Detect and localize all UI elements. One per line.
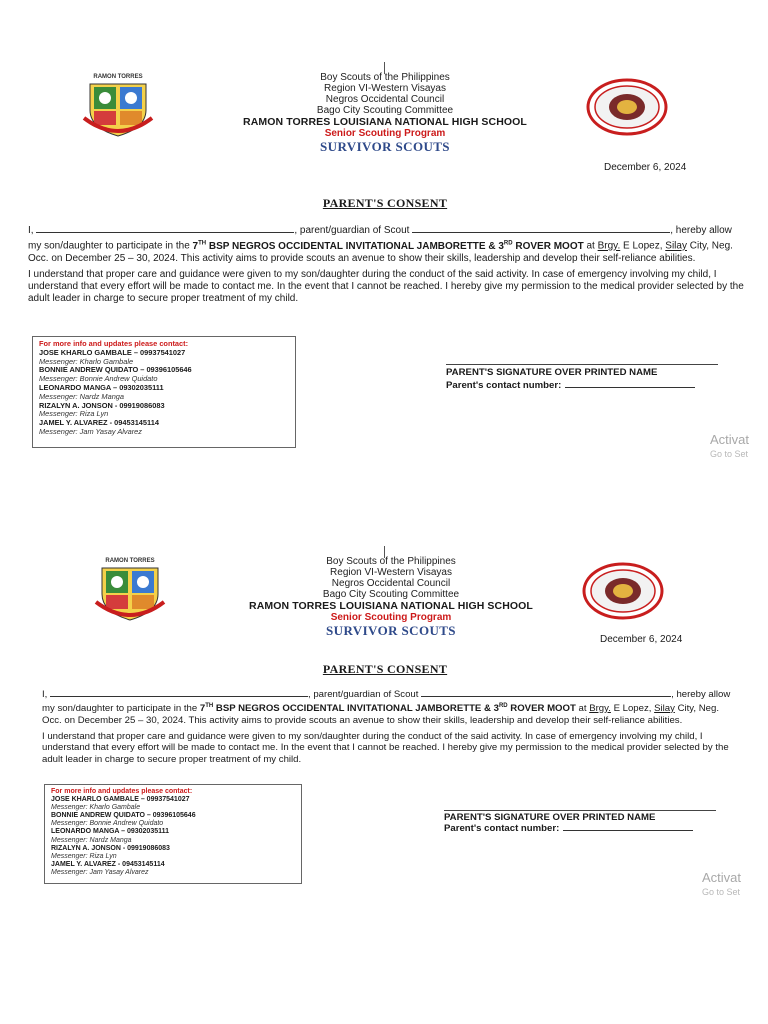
- contact-messenger: Messenger: Jam Yasay Alvarez: [39, 426, 142, 436]
- unit-name: SURVIVOR SCOUTS: [326, 623, 456, 638]
- letterhead: [200, 72, 570, 154]
- parent-contact-field: Parent's contact number:: [446, 379, 695, 391]
- contact-info-box: [32, 336, 296, 448]
- header-line: Region VI-Western Visayas: [324, 83, 446, 94]
- consent-paragraph: I, , parent/guardian of Scout , hereby allow my son/daughter to participate in the 7TH BSP NEGROS OCCIDENTAL INVITATIONAL JAMBORETTE & 3RD ROVER MOOT at Brgy. E Lopez, Silay City, Neg. Occ. on December 25 – 30, 2024. This activity aims to provide scouts an avenue to show their skills, leadership and develop their self-reliance abilities.: [42, 689, 731, 726]
- signature-label: PARENT'S SIGNATURE OVER PRINTED NAME: [444, 812, 656, 823]
- school-name: RAMON TORRES LOUISIANA NATIONAL HIGH SCHOOL: [243, 116, 527, 128]
- contact-name: JOSE KHARLO GAMBALE – 09937541027: [51, 796, 190, 804]
- contact-name: BONNIE ANDREW QUIDATO – 09396105646: [51, 812, 196, 820]
- header-line: Boy Scouts of the Philippines: [320, 72, 450, 83]
- consent-form-bottom: [0, 542, 768, 1022]
- svg-text:RAMON TORRES: RAMON TORRES: [93, 74, 143, 80]
- council-seal: [582, 562, 664, 620]
- consent-paragraph: I, , parent/guardian of Scout , hereby allow my son/daughter to participate in the 7TH BSP NEGROS OCCIDENTAL INVITATIONAL JAMBORETTE & 3RD ROVER MOOT at Brgy. E Lopez, Silay City, Neg. Occ. on December 25 – 30, 2024. This activity aims to provide scouts an avenue to show their skills, leadership and develop their self-reliance abilities.: [28, 225, 733, 264]
- document-date: December 6, 2024: [600, 634, 683, 645]
- form-title: PARENT'S CONSENT: [322, 196, 448, 210]
- activation-watermark: Activat Go to Set: [710, 432, 750, 459]
- header-line: Negros Occidental Council: [325, 94, 445, 105]
- signature-line: [446, 364, 718, 365]
- contact-messenger: Messenger: Bonnie Andrew Quidato: [39, 374, 158, 384]
- header-line: Region VI-Western Visayas: [330, 567, 452, 578]
- program-name: Senior Scouting Program: [324, 128, 446, 139]
- contact-messenger: Messenger: Jam Yasay Alvarez: [51, 868, 149, 876]
- document-date: December 6, 2024: [604, 162, 687, 173]
- activation-watermark: Activat Go to Set: [702, 870, 742, 897]
- parent-name-blank: [50, 688, 308, 697]
- letterhead: [206, 556, 576, 638]
- contact-messenger: Messenger: Bonnie Andrew Quidato: [51, 820, 164, 828]
- program-name: Senior Scouting Program: [330, 612, 452, 623]
- header-line: Bago City Scouting Committee: [322, 589, 460, 600]
- scout-name-blank: [421, 688, 671, 697]
- header-line: Boy Scouts of the Philippines: [326, 556, 456, 567]
- form-title: PARENT'S CONSENT: [322, 662, 448, 676]
- contact-name: LEONARDO MANGA – 09302035111: [39, 382, 164, 392]
- contact-messenger: Messenger: Riza Lyn: [51, 852, 117, 860]
- contact-name: LEONARDO MANGA – 09302035111: [51, 828, 170, 836]
- contact-header: For more info and updates please contact:: [51, 788, 193, 795]
- consent-form-top: [0, 58, 768, 538]
- contact-name: JAMEL Y. ALVAREZ - 09453145114: [51, 860, 165, 868]
- council-seal: [586, 78, 668, 136]
- consent-paragraph: I understand that proper care and guidance were given to my son/daughter during the conduct of the said activity. In case of emergency involving my child, I understand that every effort will be made to contact me. In the event that I cannot be reached. I hereby give my permission to the medical provider selected by the adult leader in charge to secure proper treatment of my child.: [28, 268, 744, 305]
- consent-body: [42, 688, 736, 770]
- contact-name: JOSE KHARLO GAMBALE – 09937541027: [39, 347, 186, 357]
- contact-header: For more info and updates please contact:: [39, 339, 189, 348]
- contact-messenger: Messenger: Riza Lyn: [39, 409, 109, 419]
- contact-name: BONNIE ANDREW QUIDATO – 09396105646: [39, 365, 192, 375]
- header-line: Bago City Scouting Committee: [316, 105, 454, 116]
- signature-line: [444, 810, 716, 811]
- school-logo: [80, 70, 156, 140]
- contact-number-blank: [565, 379, 695, 388]
- parent-name-blank: [36, 224, 294, 233]
- parent-contact-field: Parent's contact number:: [444, 822, 693, 834]
- unit-name: SURVIVOR SCOUTS: [320, 139, 450, 154]
- svg-text:RAMON TORRES: RAMON TORRES: [105, 558, 155, 564]
- contact-info-box: [44, 784, 302, 884]
- contact-name: RIZALYN A. JONSON - 09919086083: [39, 400, 165, 410]
- contact-messenger: Messenger: Nardz Manga: [51, 836, 132, 844]
- scout-name-blank: [412, 224, 670, 233]
- contact-messenger: Messenger: Nardz Manga: [39, 391, 125, 401]
- contact-messenger: Messenger: Kharlo Gambale: [51, 804, 141, 812]
- contact-number-blank: [563, 822, 693, 831]
- header-line: Negros Occidental Council: [331, 578, 451, 589]
- school-logo: [92, 554, 168, 624]
- contact-messenger: Messenger: Kharlo Gambale: [39, 356, 134, 366]
- contact-name: RIZALYN A. JONSON - 09919086083: [51, 844, 170, 852]
- contact-name: JAMEL Y. ALVAREZ - 09453145114: [39, 418, 159, 428]
- consent-body: [28, 224, 746, 310]
- consent-paragraph: I understand that proper care and guidance were given to my son/daughter during the conduct of the said activity. In case of emergency involving my child, I understand that every effort will be made to contact me. In the event that I cannot be reached. I hereby give my permission to the medical provider selected by the adult leader in charge to secure proper treatment of my child.: [42, 730, 729, 766]
- signature-label: PARENT'S SIGNATURE OVER PRINTED NAME: [446, 367, 658, 378]
- school-name: RAMON TORRES LOUISIANA NATIONAL HIGH SCHOOL: [249, 600, 533, 612]
